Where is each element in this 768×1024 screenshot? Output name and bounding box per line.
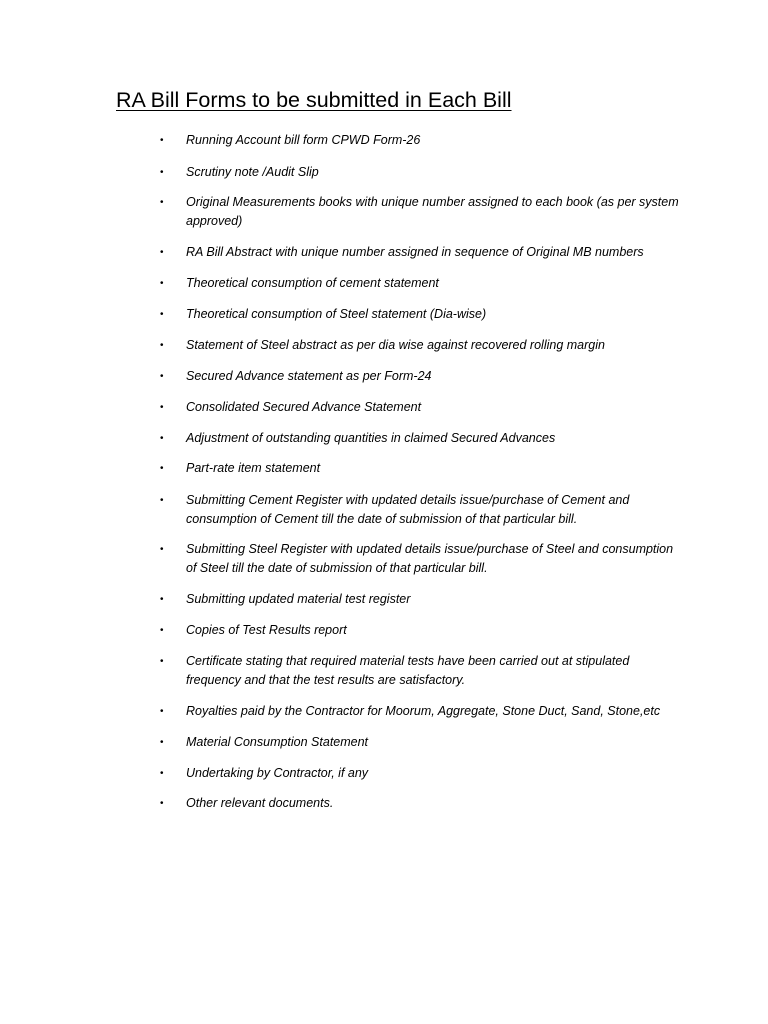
bullet-icon: • (160, 167, 164, 178)
list-item-text: Part-rate item statement (186, 461, 321, 475)
list-item-text: Scrutiny note /Audit Slip (186, 165, 319, 179)
list-item-text: Consolidated Secured Advance Statement (186, 400, 422, 414)
list-item-text: Submitting updated material test register (186, 592, 411, 606)
list-item-text: Undertaking by Contractor, if any (186, 766, 369, 780)
list-item-text: Running Account bill form CPWD Form-26 (186, 133, 421, 147)
bullet-icon: • (160, 594, 164, 605)
list-item-text: RA Bill Abstract with unique number assigned in sequence of Original MB numbers (186, 245, 644, 259)
bullet-icon: • (160, 544, 164, 555)
list-item-text: Statement of Steel abstract as per dia wise against recovered rolling margin (186, 338, 605, 352)
bullet-icon: • (160, 433, 164, 444)
list-item-text: Original Measurements books with unique number assigned to each book (as per system approved) (186, 195, 679, 228)
list-item-text: Submitting Cement Register with updated details issue/purchase of Cement and consumption of Cement till the date of submission of that particular bill. (186, 493, 630, 526)
list-item-text: Theoretical consumption of cement statement (186, 276, 439, 290)
bullet-icon: • (160, 798, 164, 809)
bullet-icon: • (160, 625, 164, 636)
bullet-icon: • (160, 402, 164, 413)
list-item-text: Theoretical consumption of Steel statement (Dia-wise) (186, 307, 487, 321)
bullet-icon: • (160, 656, 164, 667)
bullet-icon: • (160, 278, 164, 289)
bullet-icon: • (160, 495, 164, 506)
list-item-text: Secured Advance statement as per Form-24 (186, 369, 432, 383)
bullet-icon: • (160, 737, 164, 748)
list-item-text: Royalties paid by the Contractor for Moorum, Aggregate, Stone Duct, Sand, Stone,etc (186, 704, 661, 718)
bullet-icon: • (160, 247, 164, 258)
list-item-text: Adjustment of outstanding quantities in claimed Secured Advances (186, 431, 556, 445)
list-item-text: Other relevant documents. (186, 796, 334, 810)
bullet-icon: • (160, 463, 164, 474)
list-item-text: Copies of Test Results report (186, 623, 347, 637)
list-item-text: Material Consumption Statement (186, 735, 369, 749)
bullet-icon: • (160, 706, 164, 717)
list-item-text: Certificate stating that required material tests have been carried out at stipulated frequency and that the test results are satisfactory. (186, 654, 630, 687)
bullet-icon: • (160, 135, 164, 146)
bullet-icon: • (160, 197, 164, 208)
page-title: RA Bill Forms to be submitted in Each Bill (116, 88, 512, 112)
list-item-text: Submitting Steel Register with updated details issue/purchase of Steel and consumption of Steel till the date of submission of that particular bill. (186, 542, 674, 575)
bullet-icon: • (160, 340, 164, 351)
bullet-icon: • (160, 768, 164, 779)
bullet-icon: • (160, 371, 164, 382)
bullet-icon: • (160, 309, 164, 320)
